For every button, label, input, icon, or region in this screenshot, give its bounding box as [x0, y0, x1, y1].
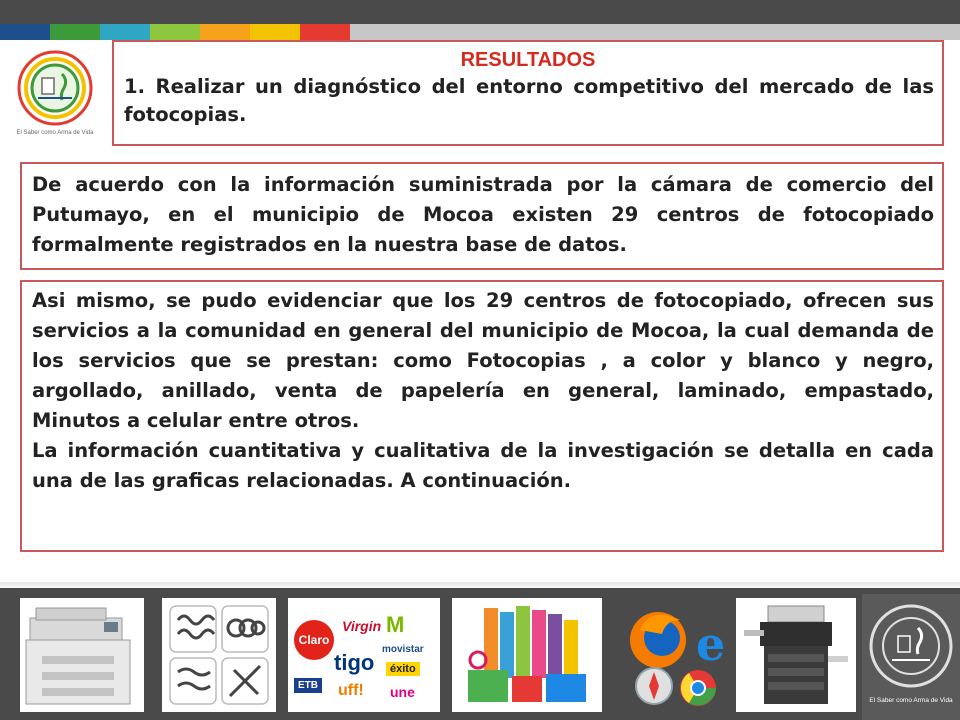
color-stripe — [250, 24, 300, 40]
badge-motto: El Saber como Arma de Vida — [869, 697, 953, 704]
virgin-logo: Virgin — [342, 618, 382, 634]
movistar-logo: M — [386, 612, 405, 637]
photocopier-icon — [22, 600, 142, 710]
printer-icon — [738, 600, 854, 710]
browser-icons-image — [616, 598, 728, 712]
photocopier-image — [20, 598, 144, 712]
color-stripe — [50, 24, 100, 40]
institute-seal-icon — [866, 598, 956, 716]
browser-icon — [618, 600, 726, 710]
paragraph-3: La información cuantitativa y cualitativa de la investigación se detalla en cada una de las graficas relacionadas. A continuación. — [32, 439, 934, 492]
results-title: RESULTADOS — [460, 49, 596, 71]
paragraph-2: Asi mismo, se pudo evidenciar que los 29 centros de fotocopiado, ofrecen sus servicios a la comunidad en general del municipio de Mocoa, la cual demanda de los servicios que se prestan: como Fotocopias , a color y blanco y negro, argollado, anillado, venta de papelería en general, laminado, empastado, Minutos a celular entre otros. — [32, 289, 934, 432]
paragraph-box-1 — [20, 162, 944, 270]
exito-logo: éxito — [386, 662, 420, 676]
color-stripe — [100, 24, 150, 40]
color-stripe — [300, 24, 350, 40]
office-printer-image — [736, 598, 856, 712]
logo-motto: El Saber como Arma de Vida — [16, 130, 94, 136]
binding-supplies-image — [162, 598, 276, 712]
stationery-icon — [454, 600, 600, 710]
objective-text: 1. Realizar un diagnóstico del entorno competitivo del mercado de las fotocopias. — [124, 75, 934, 126]
institute-logo — [8, 48, 102, 142]
telecom-brands-image — [288, 598, 440, 712]
top-bar — [0, 0, 960, 24]
color-stripe — [350, 24, 960, 40]
etb-logo: ETB — [294, 678, 322, 693]
spiral-binding-icon — [164, 600, 274, 710]
uff-logo: uff! — [338, 682, 364, 699]
une-logo: une — [390, 684, 415, 700]
paragraph-box-2 — [20, 280, 944, 552]
claro-logo: Claro — [294, 620, 334, 660]
institute-badge — [862, 594, 960, 720]
color-stripe — [0, 24, 50, 40]
school-supplies-image — [452, 598, 602, 712]
color-stripe — [200, 24, 250, 40]
tigo-logo: tigo — [334, 650, 375, 675]
paragraph-1: De acuerdo con la información suministrada por la cámara de comercio del Putumayo, en el municipio de Mocoa existen 29 centros de fotocopiado formalmente registrados en la nuestra base de datos. — [32, 173, 934, 256]
svg-text:e: e — [696, 617, 726, 671]
results-box — [112, 40, 944, 146]
color-stripes — [0, 24, 960, 40]
movistar-text: movistar — [382, 644, 424, 655]
color-stripe — [150, 24, 200, 40]
